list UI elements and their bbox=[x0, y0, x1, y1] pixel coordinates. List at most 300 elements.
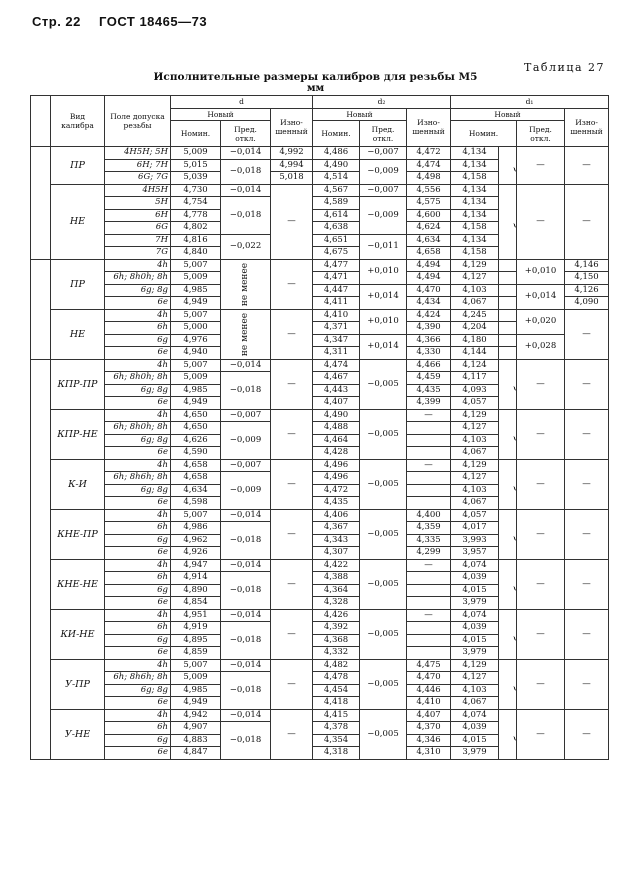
tolerance-field: 5H bbox=[105, 197, 171, 210]
d-worn: — bbox=[271, 659, 313, 709]
d1-nominal: 4,134 bbox=[451, 197, 499, 210]
d-nominal: 5,009 bbox=[171, 272, 221, 285]
d1-nominal: 4,117 bbox=[451, 372, 499, 385]
table-row bbox=[31, 184, 609, 197]
d2-worn bbox=[407, 434, 451, 447]
d2-nominal: 4,454 bbox=[313, 684, 360, 697]
d2-nominal: 4,307 bbox=[313, 547, 360, 560]
d2-worn: 4,330 bbox=[407, 347, 451, 360]
gauge-type: ПР bbox=[51, 147, 105, 185]
d2-nominal: 4,474 bbox=[313, 359, 360, 372]
d-nominal: 5,009 bbox=[171, 372, 221, 385]
d-worn-header: Изно-шенный bbox=[271, 108, 313, 147]
d-nominal: 4,895 bbox=[171, 634, 221, 647]
d2-deviation: −0,007 bbox=[360, 147, 407, 160]
d1-worn: — bbox=[565, 609, 609, 659]
d2-deviation: −0,005 bbox=[360, 509, 407, 559]
d2-worn: — bbox=[407, 559, 451, 572]
table-row bbox=[31, 309, 609, 322]
d-dev-header: Пред. откл. bbox=[221, 121, 271, 147]
d2-nominal: 4,490 bbox=[313, 159, 360, 172]
tolerance-field: 4H5H; 5H bbox=[105, 147, 171, 160]
d1-nominal: 4,074 bbox=[451, 709, 499, 722]
d-deviation: −0,018 bbox=[221, 372, 271, 410]
d-nom-header: Номин. bbox=[171, 121, 221, 147]
ne-bolee-label: не более bbox=[499, 147, 517, 185]
d-nominal: 4,976 bbox=[171, 334, 221, 347]
d-nominal: 4,890 bbox=[171, 584, 221, 597]
d-nominal: 4,985 bbox=[171, 384, 221, 397]
d2-deviation: +0,010 bbox=[360, 259, 407, 284]
d1-nominal: 4,103 bbox=[451, 434, 499, 447]
d-nominal: 5,007 bbox=[171, 259, 221, 272]
gauge-type: КНЕ-НЕ bbox=[51, 559, 105, 609]
gauge-type: КИ-НЕ bbox=[51, 609, 105, 659]
ne-bolee-label: не более bbox=[499, 509, 517, 559]
tolerance-field: 4h bbox=[105, 359, 171, 372]
d-worn: — bbox=[271, 409, 313, 459]
tolerance-field: 4h bbox=[105, 659, 171, 672]
d1-deviation: — bbox=[517, 359, 565, 409]
d-nominal: 4,907 bbox=[171, 722, 221, 735]
d-deviation: −0,014 bbox=[221, 509, 271, 522]
tolerance-field: 6h; 8h0h; 8h bbox=[105, 372, 171, 385]
col-vid-header: Вид калибра bbox=[51, 96, 105, 147]
gauge-type: КПР-НЕ bbox=[51, 409, 105, 459]
ne-menee-label: не менее bbox=[221, 309, 271, 359]
table-row bbox=[31, 559, 609, 572]
d1-nominal: 3,993 bbox=[451, 534, 499, 547]
d2-deviation: −0,005 bbox=[360, 609, 407, 659]
ne-bolee-label: не более bbox=[499, 709, 517, 759]
d-nominal: 5,007 bbox=[171, 509, 221, 522]
d1-nominal: 4,127 bbox=[451, 472, 499, 485]
d2-worn: 4,407 bbox=[407, 709, 451, 722]
d-nominal: 5,009 bbox=[171, 672, 221, 685]
d2-nominal: 4,464 bbox=[313, 434, 360, 447]
d-deviation: −0,018 bbox=[221, 672, 271, 710]
d2-worn bbox=[407, 497, 451, 510]
d2-nominal: 4,415 bbox=[313, 709, 360, 722]
d1-nominal: 3,957 bbox=[451, 547, 499, 560]
d2-worn: 4,366 bbox=[407, 334, 451, 347]
d-worn: — bbox=[271, 559, 313, 609]
col-naim-header bbox=[31, 96, 51, 147]
d1-deviation: — bbox=[517, 659, 565, 709]
d2-deviation: −0,011 bbox=[360, 234, 407, 259]
d-worn: — bbox=[271, 709, 313, 759]
d-worn: 4,992 bbox=[271, 147, 313, 160]
d2-worn bbox=[407, 584, 451, 597]
d1-deviation: — bbox=[517, 609, 565, 659]
d2-nominal: 4,428 bbox=[313, 447, 360, 460]
d-nominal: 4,940 bbox=[171, 347, 221, 360]
d2-worn: 4,459 bbox=[407, 372, 451, 385]
d-nominal: 4,802 bbox=[171, 222, 221, 235]
d-nominal: 4,778 bbox=[171, 209, 221, 222]
d1-note bbox=[499, 322, 517, 335]
table-caption: Исполнительные размеры калибров для резьбы М5 bbox=[153, 71, 478, 83]
d-worn: — bbox=[271, 359, 313, 409]
d2-nominal: 4,378 bbox=[313, 722, 360, 735]
d-deviation: −0,014 bbox=[221, 559, 271, 572]
tolerance-field: 6g bbox=[105, 334, 171, 347]
d2-worn bbox=[407, 447, 451, 460]
d2-worn bbox=[407, 647, 451, 660]
d1-nominal: 4,158 bbox=[451, 222, 499, 235]
d2-nominal: 4,347 bbox=[313, 334, 360, 347]
d2-worn bbox=[407, 484, 451, 497]
d2-nominal: 4,614 bbox=[313, 209, 360, 222]
d2-worn: 4,470 bbox=[407, 672, 451, 685]
d2-worn: 4,600 bbox=[407, 209, 451, 222]
d2-nominal: 4,354 bbox=[313, 734, 360, 747]
d1-worn: — bbox=[565, 459, 609, 509]
tolerance-field: 4H5H bbox=[105, 184, 171, 197]
d1-deviation: — bbox=[517, 147, 565, 185]
tolerance-field: 4h bbox=[105, 459, 171, 472]
page-number: Стр. 22 bbox=[32, 14, 81, 29]
d2-worn: 4,446 bbox=[407, 684, 451, 697]
d2-deviation: −0,005 bbox=[360, 709, 407, 759]
d-nominal: 4,951 bbox=[171, 609, 221, 622]
d1-deviation: +0,020 bbox=[517, 309, 565, 334]
tolerance-field: 6h bbox=[105, 322, 171, 335]
d1-nominal: 4,129 bbox=[451, 409, 499, 422]
tolerance-field: 6e bbox=[105, 297, 171, 310]
d-deviation: −0,014 bbox=[221, 359, 271, 372]
d2-worn: — bbox=[407, 409, 451, 422]
tolerance-field: 6g; 8g bbox=[105, 684, 171, 697]
table-row bbox=[31, 459, 609, 472]
d1-worn: — bbox=[565, 184, 609, 259]
d1-deviation: — bbox=[517, 459, 565, 509]
tolerance-field: 6g bbox=[105, 584, 171, 597]
d2-deviation: −0,005 bbox=[360, 559, 407, 609]
d-nominal: 4,914 bbox=[171, 572, 221, 585]
tolerance-field: 6h; 8h0h; 8h bbox=[105, 272, 171, 285]
standard-code: ГОСТ 18465—73 bbox=[99, 14, 208, 29]
d-worn: — bbox=[271, 309, 313, 359]
d1-nom-header: Номин. bbox=[451, 121, 517, 147]
d-nominal: 4,730 bbox=[171, 184, 221, 197]
d1-nominal: 4,017 bbox=[451, 522, 499, 535]
d2-worn: 4,475 bbox=[407, 659, 451, 672]
d1-worn: 4,090 bbox=[565, 297, 609, 310]
tolerance-field: 6g bbox=[105, 734, 171, 747]
d1-nominal: 4,015 bbox=[451, 584, 499, 597]
tolerance-field: 6H; 7H bbox=[105, 159, 171, 172]
d2-nominal: 4,482 bbox=[313, 659, 360, 672]
tolerance-field: 4h bbox=[105, 609, 171, 622]
d2-nominal: 4,392 bbox=[313, 622, 360, 635]
d1-deviation: — bbox=[517, 409, 565, 459]
col-d2-header: d₂ bbox=[313, 96, 451, 109]
dimensions-table bbox=[30, 95, 609, 760]
d-nominal: 4,942 bbox=[171, 709, 221, 722]
d2-worn: 4,335 bbox=[407, 534, 451, 547]
d2-worn: 4,658 bbox=[407, 247, 451, 260]
d2-worn: 4,494 bbox=[407, 272, 451, 285]
d-nominal: 4,986 bbox=[171, 522, 221, 535]
tolerance-field: 6G bbox=[105, 222, 171, 235]
d-deviation: −0,014 bbox=[221, 709, 271, 722]
d2-nominal: 4,422 bbox=[313, 559, 360, 572]
d-deviation: −0,018 bbox=[221, 622, 271, 660]
d2-nominal: 4,496 bbox=[313, 472, 360, 485]
d1-nominal: 4,124 bbox=[451, 359, 499, 372]
table-row bbox=[31, 334, 609, 347]
d1-nominal: 4,103 bbox=[451, 484, 499, 497]
d-nominal: 5,007 bbox=[171, 359, 221, 372]
tolerance-field: 4h bbox=[105, 509, 171, 522]
d-nominal: 5,039 bbox=[171, 172, 221, 185]
tolerance-field: 4h bbox=[105, 309, 171, 322]
d-nominal: 4,949 bbox=[171, 397, 221, 410]
d-nominal: 4,626 bbox=[171, 434, 221, 447]
d1-note bbox=[499, 272, 517, 285]
d-nominal: 5,007 bbox=[171, 309, 221, 322]
d-nominal: 4,658 bbox=[171, 459, 221, 472]
d2-deviation: −0,009 bbox=[360, 159, 407, 184]
d1-nominal: 3,979 bbox=[451, 747, 499, 760]
tolerance-field: 4h bbox=[105, 559, 171, 572]
col-pole-header: Поле допуска резьбы bbox=[105, 96, 171, 147]
d1-worn: — bbox=[565, 359, 609, 409]
d1-worn: — bbox=[565, 509, 609, 559]
d1-worn: 4,150 bbox=[565, 272, 609, 285]
d-nominal: 4,658 bbox=[171, 472, 221, 485]
d2-nominal: 4,638 bbox=[313, 222, 360, 235]
d2-nominal: 4,367 bbox=[313, 522, 360, 535]
d1-nominal: 4,134 bbox=[451, 159, 499, 172]
d-worn: — bbox=[271, 459, 313, 509]
d2-worn: 4,624 bbox=[407, 222, 451, 235]
d1-nominal: 4,067 bbox=[451, 297, 499, 310]
d2-worn: 4,410 bbox=[407, 697, 451, 710]
d2-deviation: −0,005 bbox=[360, 409, 407, 459]
table-units: мм bbox=[306, 83, 325, 94]
d2-worn: 4,299 bbox=[407, 547, 451, 560]
d-nominal: 5,015 bbox=[171, 159, 221, 172]
d2-nominal: 4,675 bbox=[313, 247, 360, 260]
d1-deviation: — bbox=[517, 184, 565, 259]
d-nominal: 4,840 bbox=[171, 247, 221, 260]
ne-bolee-label: не более bbox=[499, 359, 517, 409]
d2-nominal: 4,514 bbox=[313, 172, 360, 185]
d2-deviation: −0,007 bbox=[360, 184, 407, 197]
tolerance-field: 6h bbox=[105, 722, 171, 735]
d-deviation: −0,018 bbox=[221, 159, 271, 184]
d2-deviation: +0,014 bbox=[360, 284, 407, 309]
tolerance-field: 6h bbox=[105, 572, 171, 585]
d-nominal: 4,949 bbox=[171, 297, 221, 310]
d-deviation: −0,018 bbox=[221, 197, 271, 235]
d2-worn: — bbox=[407, 459, 451, 472]
table-row bbox=[31, 259, 609, 272]
d1-deviation: +0,028 bbox=[517, 334, 565, 359]
d2-nominal: 4,426 bbox=[313, 609, 360, 622]
d2-worn: 4,400 bbox=[407, 509, 451, 522]
d1-nominal: 4,129 bbox=[451, 659, 499, 672]
tolerance-field: 6e bbox=[105, 497, 171, 510]
d1-nominal: 4,103 bbox=[451, 684, 499, 697]
table-row bbox=[31, 659, 609, 672]
d2-nominal: 4,368 bbox=[313, 634, 360, 647]
d2-nominal: 4,410 bbox=[313, 309, 360, 322]
table-row bbox=[31, 409, 609, 422]
d-nominal: 4,847 bbox=[171, 747, 221, 760]
d1-worn: 4,146 bbox=[565, 259, 609, 272]
gauge-type: КНЕ-ПР bbox=[51, 509, 105, 559]
table-row bbox=[31, 609, 609, 622]
gauge-type: У-ПР bbox=[51, 659, 105, 709]
d-deviation: −0,014 bbox=[221, 609, 271, 622]
tolerance-field: 6h bbox=[105, 522, 171, 535]
d2-nominal: 4,407 bbox=[313, 397, 360, 410]
tolerance-field: 4h bbox=[105, 709, 171, 722]
d1-worn: — bbox=[565, 409, 609, 459]
d2-nominal: 4,589 bbox=[313, 197, 360, 210]
d1-deviation: — bbox=[517, 559, 565, 609]
ne-bolee-label: не более bbox=[499, 409, 517, 459]
d2-worn: 4,434 bbox=[407, 297, 451, 310]
d1-nominal: 4,093 bbox=[451, 384, 499, 397]
d1-note bbox=[499, 334, 517, 347]
d1-nominal: 4,057 bbox=[451, 397, 499, 410]
gauge-type: КПР-ПР bbox=[51, 359, 105, 409]
tolerance-field: 4h bbox=[105, 409, 171, 422]
d-deviation: −0,014 bbox=[221, 184, 271, 197]
tolerance-field: 6g bbox=[105, 634, 171, 647]
d1-nominal: 4,204 bbox=[451, 322, 499, 335]
d1-nominal: 3,979 bbox=[451, 597, 499, 610]
d2-nominal: 4,651 bbox=[313, 234, 360, 247]
d-worn: 5,018 bbox=[271, 172, 313, 185]
d2-nominal: 4,490 bbox=[313, 409, 360, 422]
d1-note bbox=[499, 284, 517, 297]
table-row bbox=[31, 147, 609, 160]
category-label bbox=[31, 359, 51, 759]
d-deviation: −0,018 bbox=[221, 522, 271, 560]
d-worn: — bbox=[271, 184, 313, 259]
d2-worn bbox=[407, 472, 451, 485]
d-nominal: 4,883 bbox=[171, 734, 221, 747]
d2-worn bbox=[407, 597, 451, 610]
d1-nominal: 4,127 bbox=[451, 272, 499, 285]
tolerance-field: 6e bbox=[105, 697, 171, 710]
d2-deviation: −0,005 bbox=[360, 459, 407, 509]
tolerance-field: 4h bbox=[105, 259, 171, 272]
d2-deviation: −0,009 bbox=[360, 197, 407, 235]
gauge-type: У-НЕ bbox=[51, 709, 105, 759]
d1-worn: — bbox=[565, 147, 609, 185]
d1-nominal: 4,129 bbox=[451, 459, 499, 472]
d2-worn: 4,634 bbox=[407, 234, 451, 247]
d-nominal: 5,000 bbox=[171, 322, 221, 335]
d2-worn: 4,575 bbox=[407, 197, 451, 210]
d1-nominal: 4,158 bbox=[451, 247, 499, 260]
d1-nominal: 4,067 bbox=[451, 697, 499, 710]
tolerance-field: 6g bbox=[105, 534, 171, 547]
table-row bbox=[31, 709, 609, 722]
d2-nominal: 4,406 bbox=[313, 509, 360, 522]
d1-nominal: 4,103 bbox=[451, 284, 499, 297]
d2-nominal: 4,477 bbox=[313, 259, 360, 272]
d1-nominal: 4,245 bbox=[451, 309, 499, 322]
d1-nominal: 4,144 bbox=[451, 347, 499, 360]
d2-worn: 4,399 bbox=[407, 397, 451, 410]
page-header bbox=[32, 14, 221, 29]
d1-deviation: +0,014 bbox=[517, 284, 565, 309]
d1-worn-header: Изно-шенный bbox=[565, 108, 609, 147]
d-nominal: 4,985 bbox=[171, 684, 221, 697]
d-nominal: 5,009 bbox=[171, 147, 221, 160]
ne-menee-label: не менее bbox=[221, 259, 271, 309]
d1-nominal: 4,074 bbox=[451, 559, 499, 572]
tolerance-field: 6H bbox=[105, 209, 171, 222]
ne-bolee-label: не более bbox=[499, 659, 517, 709]
d2-deviation: −0,005 bbox=[360, 359, 407, 409]
d2-worn bbox=[407, 422, 451, 435]
d2-worn: 4,359 bbox=[407, 522, 451, 535]
d1-nominal: 4,134 bbox=[451, 234, 499, 247]
d2-worn-header: Изно-шенный bbox=[407, 108, 451, 147]
d-nominal: 4,598 bbox=[171, 497, 221, 510]
d2-nominal: 4,318 bbox=[313, 747, 360, 760]
d-deviation: −0,014 bbox=[221, 147, 271, 160]
tolerance-field: 6e bbox=[105, 397, 171, 410]
d2-deviation: +0,010 bbox=[360, 309, 407, 334]
d2-dev-header: Пред. откл. bbox=[360, 121, 407, 147]
ne-bolee-label: не более bbox=[499, 184, 517, 259]
tolerance-field: 6e bbox=[105, 747, 171, 760]
d2-nominal: 4,328 bbox=[313, 597, 360, 610]
d2-nominal: 4,311 bbox=[313, 347, 360, 360]
d1-worn: — bbox=[565, 559, 609, 609]
d-nominal: 4,947 bbox=[171, 559, 221, 572]
d2-nominal: 4,496 bbox=[313, 459, 360, 472]
tolerance-field: 6e bbox=[105, 647, 171, 660]
d1-nominal: 4,134 bbox=[451, 209, 499, 222]
d1-nominal: 4,129 bbox=[451, 259, 499, 272]
d-deviation: −0,009 bbox=[221, 422, 271, 460]
d2-worn: 4,390 bbox=[407, 322, 451, 335]
d1-deviation: — bbox=[517, 709, 565, 759]
d-nominal: 4,919 bbox=[171, 622, 221, 635]
d2-worn: 4,498 bbox=[407, 172, 451, 185]
d2-worn: 4,494 bbox=[407, 259, 451, 272]
tolerance-field: 6g; 8g bbox=[105, 384, 171, 397]
tolerance-field: 6h; 8h0h; 8h bbox=[105, 422, 171, 435]
d-nominal: 4,754 bbox=[171, 197, 221, 210]
d1-nominal: 4,039 bbox=[451, 722, 499, 735]
table-row bbox=[31, 509, 609, 522]
d2-nominal: 4,447 bbox=[313, 284, 360, 297]
tolerance-field: 6h; 8h6h; 8h bbox=[105, 472, 171, 485]
d2-nominal: 4,371 bbox=[313, 322, 360, 335]
d-nominal: 4,650 bbox=[171, 409, 221, 422]
d2-nominal: 4,467 bbox=[313, 372, 360, 385]
d1-nominal: 4,039 bbox=[451, 572, 499, 585]
tolerance-field: 7G bbox=[105, 247, 171, 260]
gauge-type: НЕ bbox=[51, 184, 105, 259]
d2-worn: 4,472 bbox=[407, 147, 451, 160]
category-label bbox=[31, 259, 51, 359]
d1-worn: — bbox=[565, 309, 609, 359]
d-nominal: 5,007 bbox=[171, 659, 221, 672]
d2-worn: 4,466 bbox=[407, 359, 451, 372]
